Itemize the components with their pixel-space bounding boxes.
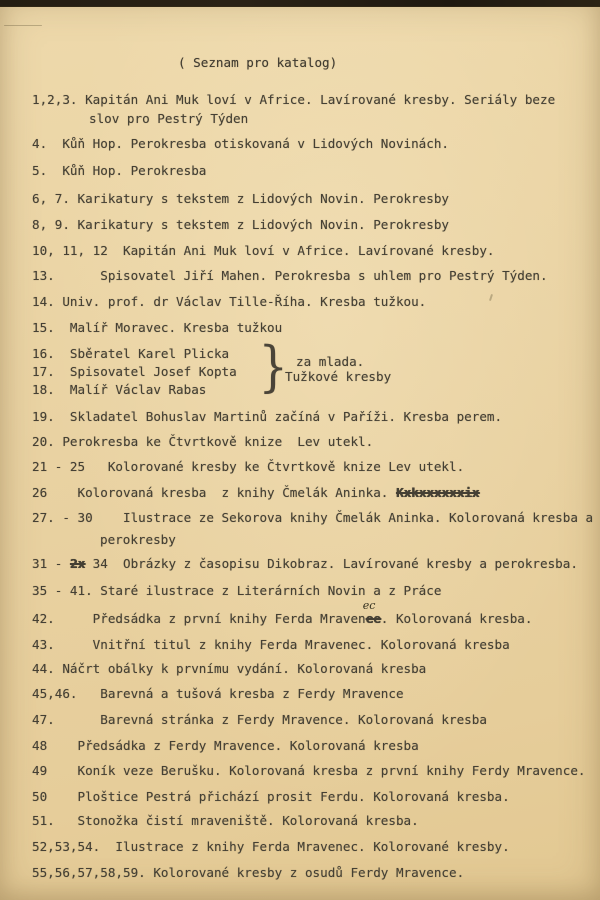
item-42-text-post: . Kolorovaná kresba.: [380, 611, 533, 626]
catalog-item-20: 20. Perokresba ke Čtvrtkově knize Lev utekl.: [32, 434, 374, 449]
catalog-item-19: 19. Skladatel Bohuslav Martinů začíná v Paříži. Kresba perem.: [32, 409, 503, 424]
catalog-item-26: [32, 485, 479, 500]
catalog-item-8-9: 8, 9. Karikatury s tekstem z Lidových Novin. Perokresby: [32, 217, 450, 232]
catalog-item-5: 5. Kůň Hop. Perokresba: [32, 163, 207, 178]
catalog-item-13: 13. Spisovatel Jiří Mahen. Perokresba s uhlem pro Pestrý Týden.: [32, 268, 548, 283]
catalog-item-15: 15. Malíř Moravec. Kresba tužkou: [32, 320, 283, 335]
catalog-item-21-25: 21 - 25 Kolorované kresby ke Čtvrtkově knize Lev utekl.: [32, 459, 465, 474]
pencil-tick: [489, 294, 493, 301]
catalog-item-55-59: 55,56,57,58,59. Kolorované kresby z osudů Ferdy Mravence.: [32, 865, 465, 880]
item-42-handwritten-correction: ec: [362, 599, 376, 612]
catalog-item-43: 43. Vnitřní titul z knihy Ferda Mravenec. Kolorovaná kresba: [32, 637, 510, 652]
catalog-item-52-54: 52,53,54. Ilustrace z knihy Ferda Mravenec. Kolorované kresby.: [32, 839, 510, 854]
catalog-item-42: [32, 599, 533, 626]
catalog-item-1-3: 1,2,3. Kapitán Ani Muk loví v Africe. Lavírované kresby. Seriály beze: [32, 92, 556, 107]
item-42-struck-letters: ee: [365, 611, 381, 626]
catalog-item-44: 44. Náčrt obálky k prvnímu vydání. Kolorovaná kresba: [32, 661, 427, 676]
item-26-struck-text: Kxkxxxxxxix: [395, 485, 480, 500]
item-31-text: 34 Obrázky z časopisu Dikobraz. Lavírované kresby a perokresba.: [85, 556, 578, 571]
catalog-item-49: 49 Koník veze Berušku. Kolorovaná kresba z první knihy Ferdy Mravence.: [32, 763, 586, 778]
catalog-item-51: 51. Stonožka čistí mraveniště. Kolorovaná kresba.: [32, 813, 419, 828]
catalog-item-31-34: [32, 556, 578, 571]
group-note-line2: Tužkové kresby: [285, 369, 392, 384]
item-31-num-pre: 31 -: [32, 556, 70, 571]
item-31-struck-number: 2x: [69, 556, 86, 571]
catalog-item-27-30: 27. - 30 Ilustrace ze Sekorova knihy Čmelák Aninka. Kolorovaná kresba a: [32, 510, 594, 525]
catalog-item-18: 18. Malíř Václav Rabas: [32, 382, 207, 397]
catalog-item-16: 16. Sběratel Karel Plicka: [32, 346, 230, 361]
catalog-item-27-30-continued: perokresby: [100, 532, 176, 547]
catalog-item-47: 47. Barevná stránka z Ferdy Mravence. Kolorovaná kresba: [32, 712, 487, 727]
catalog-item-14: 14. Univ. prof. dr Václav Tille-Říha. Kresba tužkou.: [32, 294, 427, 309]
page-title: ( Seznam pro katalog): [178, 55, 338, 70]
catalog-item-1-3-continued: slov pro Pestrý Týden: [89, 111, 249, 126]
catalog-item-6-7: 6, 7. Karikatury s tekstem z Lidových Novin. Perokresby: [32, 191, 450, 206]
item-42-text-pre: 42. Předsádka z první knihy Ferda Mraven: [32, 611, 366, 626]
catalog-item-4: 4. Kůň Hop. Perokresba otiskovaná v Lidových Novinách.: [32, 136, 450, 151]
scan-dark-edge: [0, 0, 600, 7]
catalog-item-17: 17. Spisovatel Josef Kopta: [32, 364, 237, 379]
group-note-line1: za mlada.: [296, 354, 365, 369]
catalog-item-10-12: 10, 11, 12 Kapitán Ani Muk loví v Africe. Lavírované kresby.: [32, 243, 495, 258]
item-26-text: 26 Kolorovaná kresba z knihy Čmelák Aninka.: [32, 485, 396, 500]
pencil-mark: [4, 25, 42, 26]
catalog-item-35-41: 35 - 41. Staré ilustrace z Literárních Novin a z Práce: [32, 583, 442, 598]
catalog-item-45-46: 45,46. Barevná a tušová kresba z Ferdy Mravence: [32, 686, 404, 701]
group-brace: }: [258, 335, 288, 398]
catalog-item-48: 48 Předsádka z Ferdy Mravence. Kolorovaná kresba: [32, 738, 419, 753]
catalog-item-50: 50 Ploštice Pestrá přichází prosit Ferdu. Kolorovaná kresba.: [32, 789, 510, 804]
